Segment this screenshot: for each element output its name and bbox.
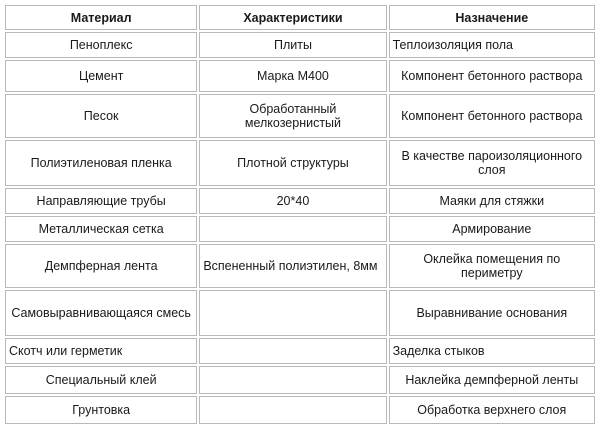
- cell-material: Песок: [5, 94, 197, 138]
- table-row: [5, 244, 595, 288]
- table-row: [5, 396, 595, 424]
- table-row: [5, 140, 595, 186]
- cell-purpose: Армирование: [389, 216, 595, 242]
- header-characteristics: Характеристики: [199, 5, 386, 30]
- cell-purpose: Компонент бетонного раствора: [389, 94, 595, 138]
- cell-purpose: Выравнивание основания: [389, 290, 595, 336]
- table-row: [5, 366, 595, 394]
- table-row: [5, 338, 595, 364]
- cell-characteristics: Плиты: [199, 32, 386, 58]
- table-row: [5, 60, 595, 92]
- table-row: [5, 290, 595, 336]
- cell-material: Самовыравнивающаяся смесь: [5, 290, 197, 336]
- cell-characteristics: Обработанный мелкозернистый: [199, 94, 386, 138]
- cell-purpose: Наклейка демпферной ленты: [389, 366, 595, 394]
- cell-characteristics: Марка М400: [199, 60, 386, 92]
- cell-purpose: Оклейка помещения по периметру: [389, 244, 595, 288]
- cell-purpose: Заделка стыков: [389, 338, 595, 364]
- cell-material: Металлическая сетка: [5, 216, 197, 242]
- cell-purpose: Компонент бетонного раствора: [389, 60, 595, 92]
- cell-characteristics: [199, 216, 386, 242]
- cell-characteristics: [199, 290, 386, 336]
- header-row: [5, 5, 595, 30]
- cell-material: Цемент: [5, 60, 197, 92]
- cell-material: Грунтовка: [5, 396, 197, 424]
- cell-material: Полиэтиленовая пленка: [5, 140, 197, 186]
- table-row: [5, 216, 595, 242]
- table-row: [5, 32, 595, 58]
- header-purpose: Назначение: [389, 5, 595, 30]
- cell-material: Демпферная лента: [5, 244, 197, 288]
- materials-table: [3, 3, 597, 426]
- cell-purpose: Теплоизоляция пола: [389, 32, 595, 58]
- cell-characteristics: [199, 396, 386, 424]
- cell-purpose: Маяки для стяжки: [389, 188, 595, 214]
- cell-characteristics: 20*40: [199, 188, 386, 214]
- cell-purpose: Обработка верхнего слоя: [389, 396, 595, 424]
- cell-material: Скотч или герметик: [5, 338, 197, 364]
- header-material: Материал: [5, 5, 197, 30]
- cell-characteristics: Вспененный полиэтилен, 8мм: [199, 244, 386, 288]
- cell-characteristics: Плотной структуры: [199, 140, 386, 186]
- cell-characteristics: [199, 366, 386, 394]
- table-row: [5, 188, 595, 214]
- cell-material: Специальный клей: [5, 366, 197, 394]
- cell-material: Направляющие трубы: [5, 188, 197, 214]
- cell-material: Пеноплекс: [5, 32, 197, 58]
- cell-characteristics: [199, 338, 386, 364]
- table-row: [5, 94, 595, 138]
- cell-purpose: В качестве пароизоляционного слоя: [389, 140, 595, 186]
